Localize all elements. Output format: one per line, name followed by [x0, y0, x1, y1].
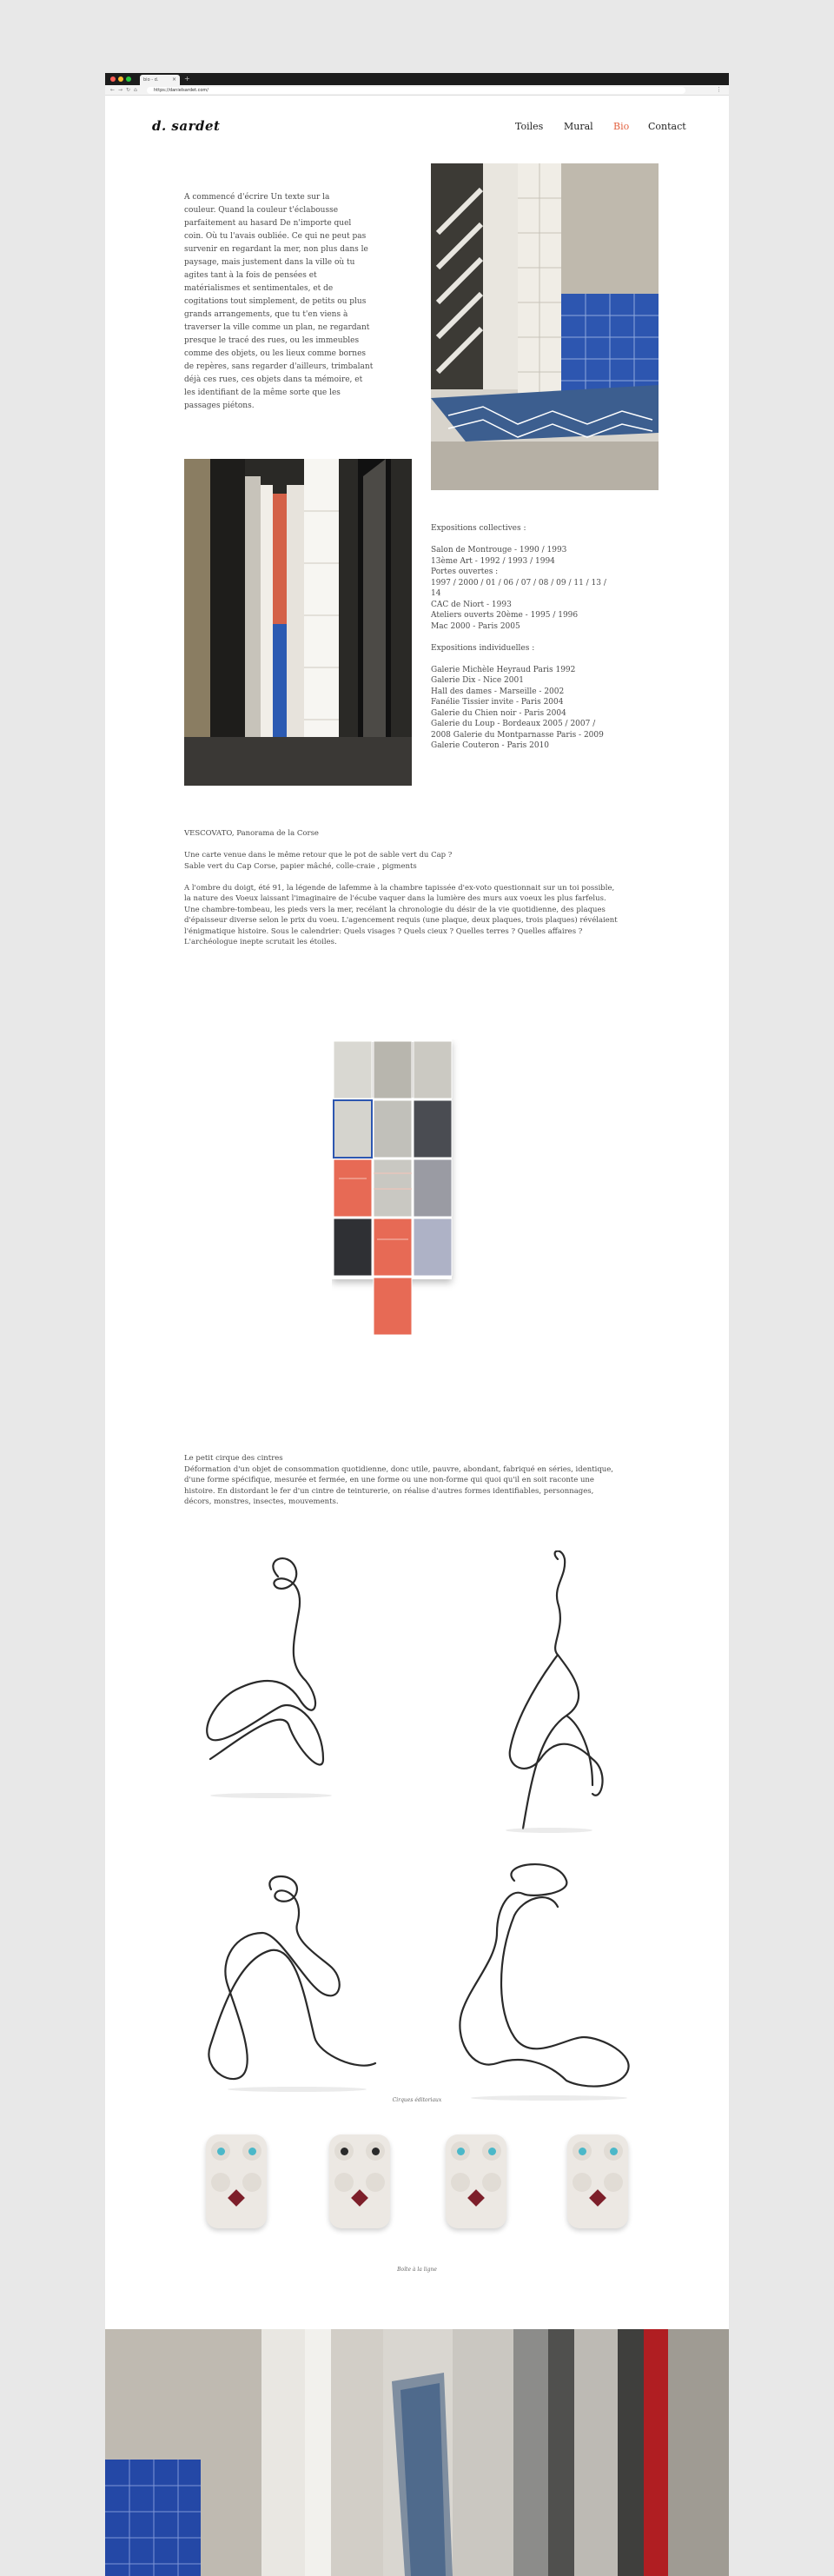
vescovato-line: L'archéologue inepte scrutait les étoiles. [184, 938, 337, 946]
exhibition-item: 1997 / 2000 / 01 / 06 / 07 / 08 / 09 / 11 / 13 / [431, 578, 606, 588]
exhibition-item: Hall des dames - Marseille - 2002 [431, 687, 565, 696]
intro-line: presque le tracé des rues, ou les immeubles [184, 336, 360, 345]
wire-sculpture-2 [510, 1551, 603, 1829]
close-window-button[interactable] [110, 76, 116, 82]
egg-carton-face-1 [206, 2134, 267, 2228]
address-bar[interactable] [147, 87, 685, 94]
egg-carton-face-4 [567, 2134, 628, 2228]
wire-sculpture-3 [208, 1876, 375, 2079]
wire-sculptures [184, 1550, 653, 2141]
intro-text [184, 191, 384, 413]
new-tab-button[interactable]: + [184, 75, 190, 83]
studio-photo-stairs [431, 163, 659, 490]
exhibition-item: Galerie du Loup - Bordeaux 2005 / 2007 / [431, 720, 596, 728]
intro-line: de repères, sans regarder d'ailleurs, trimbalant [184, 362, 374, 371]
exhibition-item: 13ème Art - 1992 / 1993 / 1994 [431, 556, 555, 566]
vescovato-line: Une chambre-tombeau, les pieds vers la mer, recélant la chronologie du désir de la vie quotidienne, des plaques [184, 905, 606, 914]
browser-window [105, 73, 729, 2576]
wire-sculpture-4 [460, 1864, 628, 2087]
intro-line: couleur. Quand la couleur t'éclabousse [184, 206, 339, 215]
browser-toolbar [105, 85, 729, 96]
browser-menu-icon[interactable]: ⋮ [716, 86, 722, 93]
intro-line: traverser la ville comme un plan, ne regardant [184, 323, 370, 332]
vescovato-line: Sable vert du Cap Corse, papier mâché, colle-craie , pigments [184, 861, 417, 871]
intro-line: parfaitement au hasard De n'importe quel [184, 219, 352, 228]
vescovato-text [184, 828, 653, 948]
back-arrow-icon[interactable]: ← [110, 87, 116, 93]
exhibition-item: 2008 Galerie du Montparnasse Paris - 2009 [431, 730, 604, 740]
cirque-line: d'une forme spécifique, mesurée et fermée, en une forme ou une non-forme qui quoi qu'il en soit raconte une [184, 1476, 594, 1484]
vescovato-line: d'épaisseur diverse selon le prix du voeu. L'agencement requis (une plaque, deux plaques, trois plaques) révélaient [184, 916, 618, 925]
wire-sculpture-1 [207, 1558, 323, 1764]
exhibition-item: Ateliers ouverts 20ème - 1995 / 1996 [431, 611, 579, 620]
cirque-title: Le petit cirque des cintres [184, 1454, 283, 1463]
cirque-line: décors, monstres, insectes, mouvements. [184, 1497, 339, 1506]
egg-carton-face-3 [446, 2134, 506, 2228]
intro-line: matérialismes et sentimentales, et de [184, 284, 334, 293]
exhibitions-collectives-title: Expositions collectives : [431, 524, 526, 533]
intro-line: comme des objets, ou les lieux comme bornes [184, 349, 367, 358]
exhibition-item: Galerie Michèle Heyraud Paris 1992 [431, 665, 576, 674]
tab-close-icon[interactable]: × [171, 76, 176, 83]
wire-caption: Cirques éditoriaux [392, 2097, 442, 2103]
vescovato-line: l'énigmatique histoire. Sous le calendrier: Quels visages ? Quels cieux ? Quelles terres ? Quelles affaires ? [184, 926, 583, 936]
nav-mural[interactable]: Mural [564, 121, 593, 132]
exhibitions-individuelles-title: Expositions individuelles : [431, 643, 535, 653]
vescovato-line: la nature des Voeux laissant l'imaginaire de l'écube vaquer dans la lumière des murs aux voeux les plus farfelus. [184, 894, 606, 903]
intro-line: paysage, mais justement dans la ville où tu [184, 258, 355, 267]
exhibitions-text [431, 523, 639, 752]
tab-title: bio - d. [143, 77, 159, 83]
cirque-text [184, 1453, 653, 1508]
vescovato-title: VESCOVATO, Panorama de la Corse [184, 829, 319, 838]
nav-toiles[interactable]: Toiles [515, 121, 544, 132]
intro-line: grands arrangements, que tu t'en viens à [184, 310, 348, 319]
intro-line: les identifiant de la même sorte que les [184, 388, 341, 397]
nav-bio[interactable]: Bio [613, 121, 630, 132]
exhibition-item: Fanélie Tissier invite - Paris 2004 [431, 698, 564, 707]
url-text: https://danielsardet.com/ [154, 88, 208, 93]
browser-tab[interactable] [140, 75, 180, 85]
minimize-window-button[interactable] [118, 76, 123, 82]
exhibition-item: 14 [431, 589, 441, 598]
intro-line: coin. Où tu l'avais oubliée. Ce qui ne peut pas [184, 232, 367, 241]
exhibition-item: Portes ouvertes : [431, 568, 499, 576]
vescovato-line: A l'ombre du doigt, été 91, la légende de lafemme à la chambre tapissée d'ex-voto questionnait sur un toi possible, [184, 883, 615, 893]
exhibition-item: Mac 2000 - Paris 2005 [431, 621, 520, 631]
intro-line: agites tant à la fois de pensées et [184, 271, 317, 280]
intro-line: survenir en regardant la mer, non plus dans le [184, 245, 368, 254]
vescovato-line: Une carte venue dans le même retour que le pot de sable vert du Cap ? [184, 851, 453, 860]
exhibition-item: Galerie Couteron - Paris 2010 [431, 741, 550, 750]
tile-artwork [332, 1039, 467, 1340]
site-logo[interactable]: d. sardet [152, 118, 221, 134]
intro-line: A commencé d'écrire Un texte sur la [184, 193, 330, 202]
maximize-window-button[interactable] [126, 76, 131, 82]
intro-line: cogitations tout simplement, de petits ou plus [184, 297, 367, 306]
exhibition-item: Galerie Dix - Nice 2001 [431, 676, 524, 685]
intro-line: passages piétons. [184, 402, 255, 410]
exhibition-item: CAC de Niort - 1993 [431, 600, 512, 609]
intro-line: déjà ces rues, ces objets dans ta mémoire, et [184, 375, 363, 384]
reload-icon[interactable]: ↻ [126, 87, 131, 93]
title-bar [105, 73, 729, 85]
site-header [105, 115, 729, 141]
eggs-caption: Boîte à la ligne [397, 2267, 437, 2273]
studio-photo-boards [184, 459, 412, 786]
nav-contact[interactable]: Contact [648, 121, 686, 132]
studio-photo-panels [105, 2329, 729, 2576]
home-icon[interactable]: ⌂ [134, 87, 137, 93]
exhibition-item: Salon de Montrouge - 1990 / 1993 [431, 546, 567, 554]
cirque-line: Déformation d'un objet de consommation quotidienne, donc utile, pauvre, abondant, fabriqué en séries, identique, [184, 1464, 614, 1474]
cirque-line: histoire. En distordant le fer d'un cintre de teinturerie, on réalise d'autres formes identifiables, personnages, [184, 1486, 594, 1496]
exhibition-item: Galerie du Chien noir - Paris 2004 [431, 708, 566, 718]
egg-carton-face-2 [329, 2134, 390, 2228]
forward-arrow-icon[interactable]: → [118, 87, 123, 93]
